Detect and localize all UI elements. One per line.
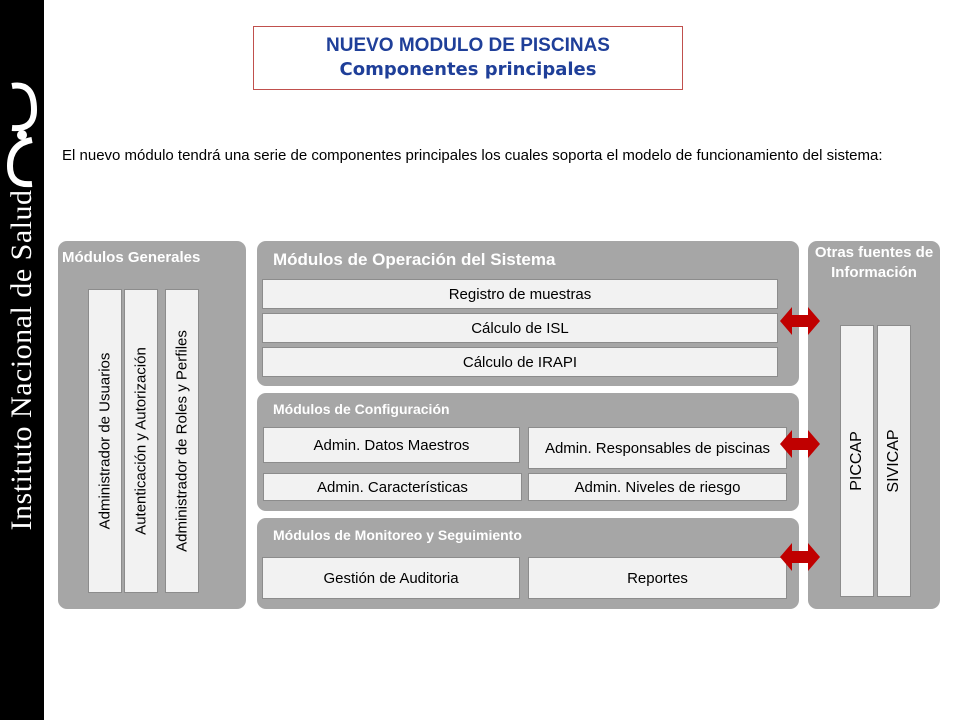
- module-auditoria: Gestión de Auditoria: [262, 557, 520, 599]
- institution-name: Instituto Nacional de Salud: [5, 189, 38, 531]
- double-arrow-icon: [780, 543, 820, 571]
- panel-title-otras: Otras fuentes de Información: [814, 244, 934, 281]
- panel-title-generales: Módulos Generales: [62, 249, 201, 266]
- panel-title-monitoreo: Módulos de Monitoreo y Seguimiento: [273, 527, 522, 543]
- module-autenticacion: [124, 289, 158, 593]
- panel-modulos-configuracion: [257, 393, 799, 511]
- module-label: Administrador de Usuarios: [96, 352, 114, 530]
- module-responsables: Admin. Responsables de piscinas: [528, 427, 787, 469]
- module-datos-maestros: Admin. Datos Maestros: [263, 427, 520, 463]
- source-piccap: [840, 325, 874, 597]
- module-registro-muestras: Registro de muestras: [262, 279, 778, 309]
- panel-otras-fuentes: [808, 241, 940, 609]
- title-box: [253, 26, 683, 90]
- source-sivicap: [877, 325, 911, 597]
- panel-title-configuracion: Módulos de Configuración: [273, 401, 450, 417]
- double-arrow-icon: [780, 430, 820, 458]
- panel-modulos-generales: [58, 241, 246, 609]
- module-roles-perfiles: [165, 289, 199, 593]
- panel-title-operacion: Módulos de Operación del Sistema: [273, 250, 556, 269]
- module-admin-usuarios: [88, 289, 122, 593]
- module-label: Autenticación y Autorización: [132, 347, 150, 535]
- logo-sidebar: [0, 0, 44, 720]
- page-title: NUEVO MODULO DE PISCINAS: [326, 35, 610, 56]
- module-reportes: Reportes: [528, 557, 787, 599]
- double-arrow-icon: [780, 307, 820, 335]
- page-subtitle: Componentes principales: [339, 59, 597, 80]
- source-label: SIVICAP: [885, 429, 902, 493]
- module-calculo-irapi: Cálculo de IRAPI: [262, 347, 778, 377]
- panel-modulos-monitoreo: [257, 518, 799, 609]
- panel-modulos-operacion: [257, 241, 799, 386]
- ins-logo-icon: [6, 80, 38, 190]
- module-label: Administrador de Roles y Perfiles: [173, 330, 191, 552]
- intro-paragraph: El nuevo módulo tendrá una serie de componentes principales los cuales soporta el modelo de funcionamiento del sistema:: [62, 147, 883, 164]
- module-niveles-riesgo: Admin. Niveles de riesgo: [528, 473, 787, 501]
- module-calculo-isl: Cálculo de ISL: [262, 313, 778, 343]
- module-caracteristicas: Admin. Características: [263, 473, 522, 501]
- source-label: PICCAP: [848, 431, 865, 491]
